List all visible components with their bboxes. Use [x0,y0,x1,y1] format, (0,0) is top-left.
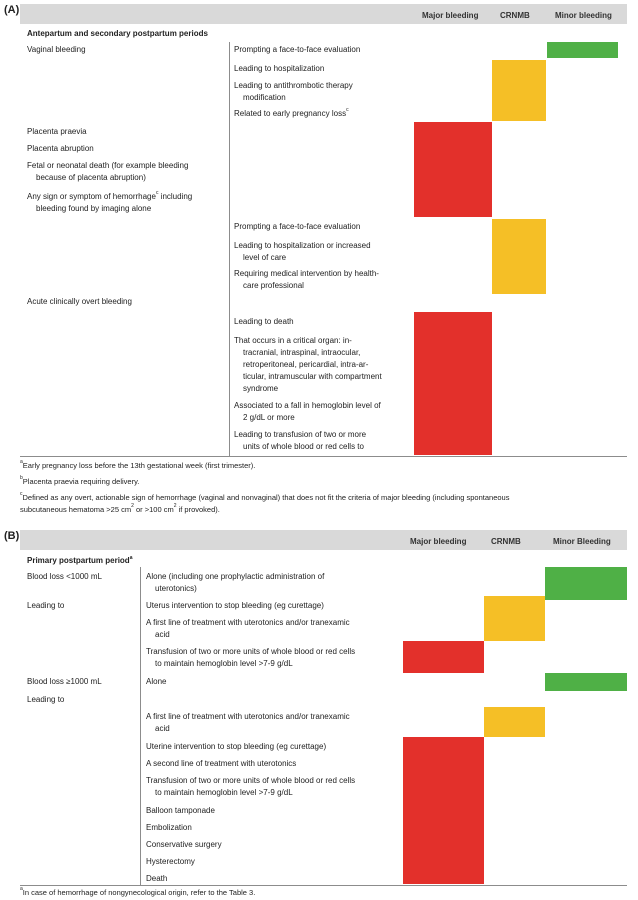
panel-b-crit-10: Balloon tamponade [146,806,215,815]
panel-b-row-leading-to-1: Leading to [27,601,65,610]
panel-a-footnote-b: $^b$Placenta praevia requiring delivery. [20,475,140,486]
panel-b-crit-1: Alone (including one prophylactic administration of uterotonics) [146,572,325,593]
panel-b-crit-11: Embolization [146,823,192,832]
panel-b-crit-4: Transfusion of two or more units of whole blood or red cells to maintain hemoglobin level >7-9 g/dL [146,647,356,668]
panel-a-crit-10: Associated to a fall in hemoglobin level of 2 g/dL or more [234,401,381,422]
panel-a-crit-2: Leading to hospitalization [234,64,325,73]
panel-b-header-crnmb: CRNMB [491,537,521,546]
panel-b-cell-crnmb-2 [484,707,545,737]
panel-a-col2-divider [229,42,230,456]
panel-a-header-crnmb: CRNMB [500,11,530,20]
panel-b-cell-major-2 [403,737,484,884]
panel-a-crit-8: Leading to death [234,317,294,326]
panel-b-crit-6: A first line of treatment with uterotonics and/or tranexamic acid [146,712,350,733]
panel-a-crit-4: Related to early pregnancy loss$^c$ [234,107,349,118]
panel-a-cell-crnmb-1 [492,60,546,121]
panel-a-label: (A) [4,4,20,16]
panel-b-row-leading-to-2: Leading to [27,695,65,704]
panel-a-row-vaginal-bleeding: Vaginal bleeding [27,45,86,54]
panel-a-crit-3: Leading to antithrombotic therapy modification [234,81,353,102]
panel-b-crit-7: Uterine intervention to stop bleeding (eg curettage) [146,742,327,751]
panel-b-crit-14: Death [146,874,168,883]
panel-b-header-minor: Minor Bleeding [553,537,611,546]
panel-a-crit-1: Prompting a face-to-face evaluation [234,45,361,54]
panel-a-crit-9: That occurs in a critical organ: in- tracranial, intraspinal, intraocular, retroperitoneal, pericardial, intra-ar- ticular, intramuscular with compartment syndrome [234,336,382,393]
panel-b-bottom-rule [20,885,627,886]
panel-b-footnote-a: $^a$In case of hemorrhage of nongynecological origin, refer to the Table 3. [20,886,256,897]
panel-b-cell-minor-1 [545,567,627,600]
panel-a-crit-11: Leading to transfusion of two or more units of whole blood or red cells to [234,430,367,451]
panel-b-crit-12: Conservative surgery [146,840,222,849]
panel-a-row-placenta-abruption: Placenta abruption [27,144,94,153]
panel-a-cell-major-1 [414,122,492,217]
panel-a-cell-major-2 [414,312,492,455]
panel-b-crit-9: Transfusion of two or more units of whole blood or red cells to maintain hemoglobin level >7-9 g/dL [146,776,356,797]
panel-a-header-major: Major bleeding [422,11,479,20]
panel-b-crit-8: A second line of treatment with uterotonics [146,759,297,768]
panel-a-crit-5: Prompting a face-to-face evaluation [234,222,361,231]
panel-b-crit-2: Uterus intervention to stop bleeding (eg curettage) [146,601,324,610]
panel-a-row-any-sign: Any sign or symptom of hemorrhage$^c$ including bleeding found by imaging alone [27,190,193,213]
panel-a-footnote-c: $^c$Defined as any overt, actionable sign of hemorrhage (vaginal and nonvaginal) that does not fit the criteria of major bleeding (including spontaneous subcutaneous hematoma >25 $cm^2$ or >100 $cm^2$ if provoked). [20,491,510,514]
panel-a-crit-7: Requiring medical intervention by health- care professional [234,269,379,290]
panel-b-cell-major-1 [403,641,484,673]
panel-b-label: (B) [4,530,20,542]
panel-a-row-acute-bleeding: Acute clinically overt bleeding [27,297,132,306]
panel-b-cell-minor-2 [545,673,627,691]
panel-a-row-placenta-praevia: Placenta praevia [27,127,87,136]
panel-a-row-fetal-death: Fetal or neonatal death (for example bleeding because of placenta abruption) [27,161,189,182]
panel-b-col2-divider [140,567,141,885]
panel-b-crit-13: Hysterectomy [146,857,195,866]
panel-a-crit-6: Leading to hospitalization or increased level of care [234,241,371,262]
panel-b-cell-crnmb-1 [484,596,545,641]
panel-a-cell-crnmb-2 [492,219,546,294]
panel-a-bottom-rule [20,456,627,457]
panel-a-cell-minor-1 [547,42,618,58]
panel-a-section-title: Antepartum and secondary postpartum periods [27,29,208,38]
panel-b-header-bar [20,530,627,550]
panel-b-row-loss-ge-1000: Blood loss ≥1000 mL [27,677,102,686]
panel-a-footnote-a: $^a$Early pregnancy loss before the 13th gestational week (first trimester). [20,459,256,470]
panel-b-crit-3: A first line of treatment with uterotonics and/or tranexamic acid [146,618,350,639]
panel-b-header-major: Major bleeding [410,537,467,546]
panel-a-header-minor: Minor bleeding [555,11,612,20]
panel-b-crit-5: Alone [146,677,167,686]
panel-a-header-bar [20,4,627,24]
panel-b-section-title: Primary postpartum period$^a$ [27,555,133,565]
panel-b-row-loss-lt-1000: Blood loss <1000 mL [27,572,102,581]
